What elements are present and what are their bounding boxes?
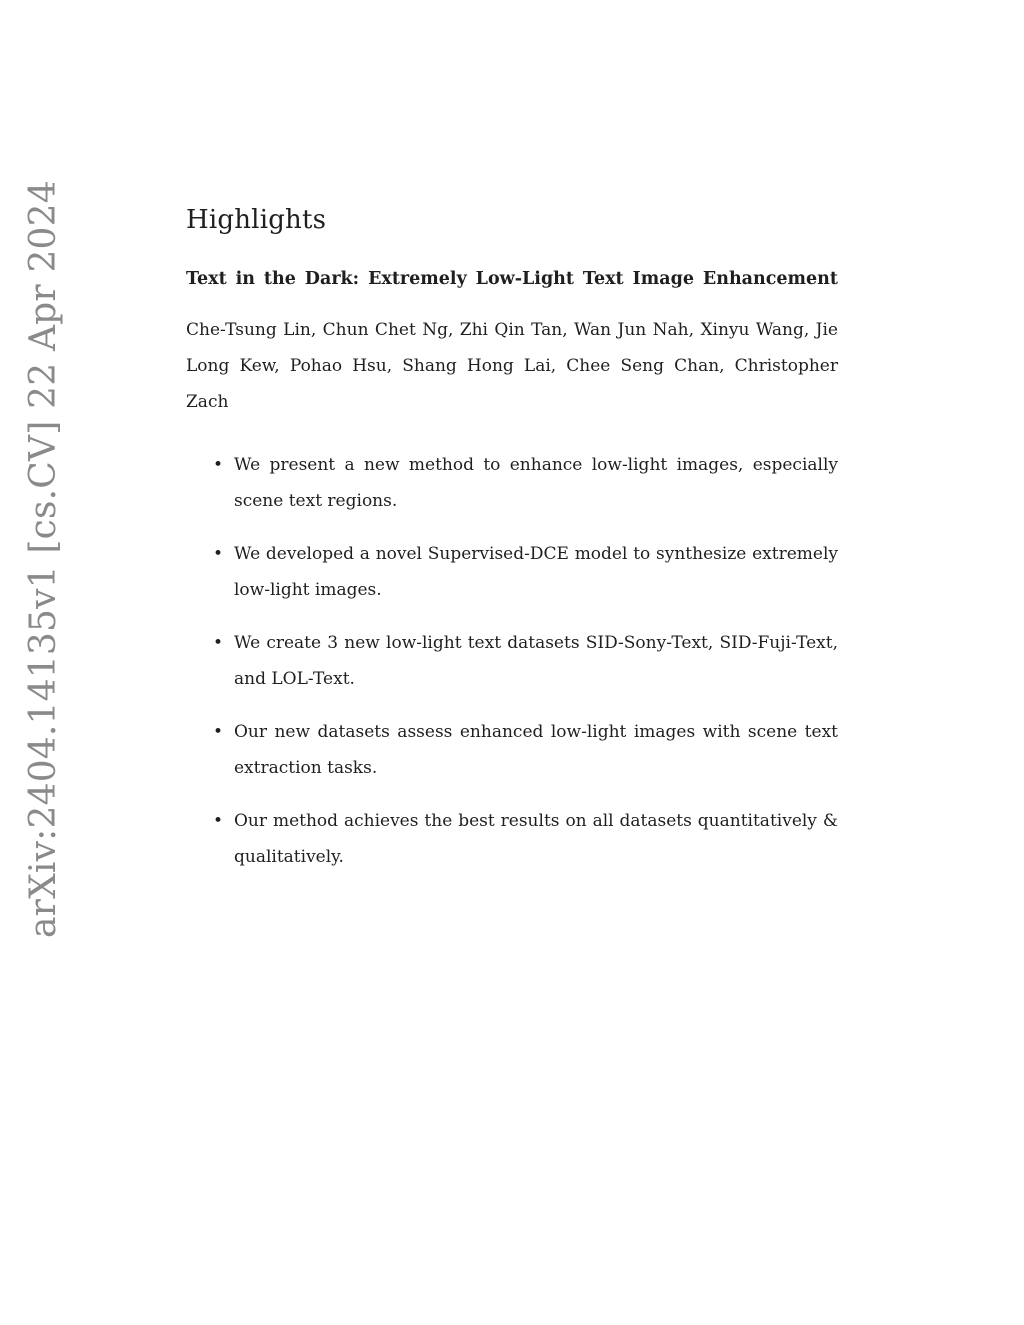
highlight-text: We present a new method to enhance low-light images, especially scene text regions. (234, 455, 838, 511)
highlight-text: We create 3 new low-light text datasets SID-Sony-Text, SID-Fuji-Text, and LOL-Text. (234, 633, 838, 689)
highlights-list (186, 447, 838, 875)
highlight-item (186, 447, 838, 519)
bullet-icon: • (213, 633, 224, 653)
highlight-text: Our method achieves the best results on all datasets quantitatively & qualitatively. (234, 811, 838, 867)
highlight-text: We developed a novel Supervised-DCE model to synthesize extremely low-light images. (234, 544, 838, 600)
highlight-item (186, 536, 838, 608)
author-list: Che-Tsung Lin, Chun Chet Ng, Zhi Qin Tan, Wan Jun Nah, Xinyu Wang, Jie Long Kew, Pohao Hsu, Shang Hong Lai, Chee Seng Chan, Christopher Zach (186, 320, 838, 412)
highlight-item (186, 625, 838, 697)
bullet-icon: • (213, 811, 224, 831)
highlight-item (186, 803, 838, 875)
section-heading: Highlights (186, 205, 327, 235)
arxiv-identifier-stamp: arXiv:2404.14135v1 [cs.CV] 22 Apr 2024 (23, 180, 64, 938)
paper-title: Text in the Dark: Extremely Low-Light Text Image Enhancement (186, 269, 838, 289)
highlight-text: Our new datasets assess enhanced low-light images with scene text extraction tasks. (234, 722, 838, 778)
bullet-icon: • (213, 544, 224, 564)
highlights-page (186, 200, 838, 892)
bullet-icon: • (213, 722, 224, 742)
bullet-icon: • (213, 455, 224, 475)
highlight-item (186, 714, 838, 786)
